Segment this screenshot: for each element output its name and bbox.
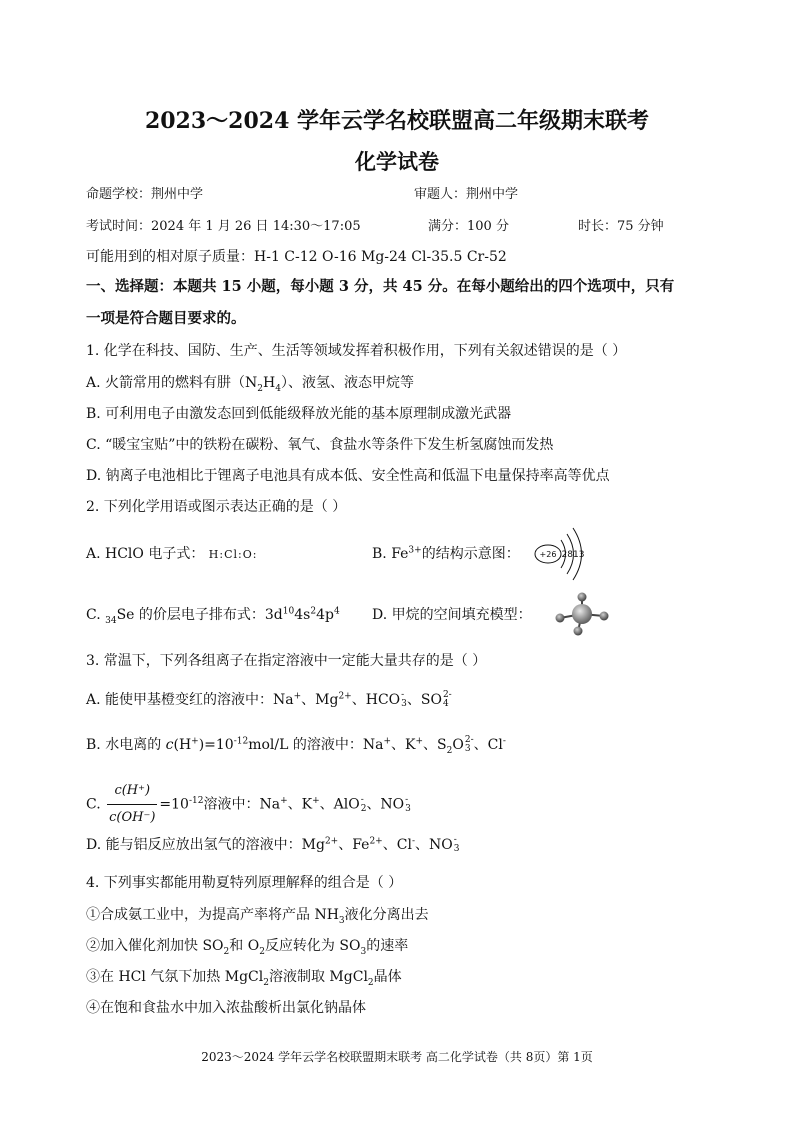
hydrogen-atom [600,612,609,621]
q2-option-b: B. $Fe^{3+}$的结构示意图： [372,545,520,562]
school-info: 命题学校：荆州中学 [86,187,204,202]
q2-option-d: D. 甲烷的空间填充模型： [372,607,532,623]
q3-stem: 3. 常温下，下列各组离子在指定溶液中一定能大量共存的是（ ） [86,653,487,669]
page-footer: 2023～2024 学年云学名校联盟期末联考 高二化学试卷（共 8页）第 1页 [201,1050,593,1064]
carbon-atom [572,604,592,624]
section-heading-line2: 一项是符合题目要求的。 [86,310,246,327]
q2-stem: 2. 下列化学用语或图示表达正确的是（ ） [86,499,347,515]
q2-option-a: A. HClO 电子式： H:Cl:O: [86,546,258,562]
q2-option-c: C. $_{34}$Se 的价层电子排布式：$3d^{10}4s^24p^4$ [86,606,340,626]
exam-subtitle: 化学试卷 [355,149,439,174]
q3-option-a: A. 能使甲基橙变红的溶液中：Na+、$Mg^{2+}$、HCO - 3 、SO 2- 4 [86,690,452,709]
q3-option-c: C. $\frac{c(H^+)}{c(OH^-)}$ $=10^{-12}$溶液中：Na+、K+、AlO - 2 、NO - 3 [86,778,411,831]
full-score: 满分：100 分 [428,219,509,234]
hydrogen-atom [556,614,565,623]
shell-electron-counts: 2813 [561,550,585,560]
hydrogen-hydroxide-ratio: $\frac{c(H^+)}{c(OH^-)}$ [107,778,157,831]
section-heading-line1: 一、选择题：本题共 15 小题，每小题 3 分，共 45 分。在每小题给出的四个选项中，只有 [86,278,675,295]
q1-option-c: C. “暖宝宝贴”中的铁粉在碳粉、氧气、食盐水等条件下发生析氢腐蚀而发热 [86,437,554,453]
q4-item-1: ①合成氨工业中，为提高产率将产品 $NH_3$液化分离出去 [86,907,429,926]
exam-duration: 时长：75 分钟 [578,219,664,234]
q3-option-b: B. 水电离的 $c(H^+)=10^{-12}mol/L$ 的溶液中：Na+、K+、$S_2O$ 2- 3 、Cl- [86,735,506,756]
hydrogen-atom [574,627,583,636]
nucleus-charge: +26 [539,550,557,559]
hydrogen-atom [578,593,587,602]
q1-option-b: B. 可利用电子由激发态回到低能级释放光能的基本原理制成激光武器 [86,406,512,422]
fe3-structure-diagram [528,526,588,582]
exam-time: 考试时间：2024 年 1 月 26 日 14:30～17:05 [86,219,361,234]
q4-stem: 4. 下列事实都能用勒夏特列原理解释的组合是（ ） [86,875,403,891]
q1-option-a: A. 火箭常用的燃料有肼$(N_2H_4)$、液氢、液态甲烷等 [86,375,414,394]
q4-item-3: ③在 HCl 气氛下加热 MgCl$_2$溶液制取 MgCl$_2$晶体 [86,969,402,988]
q1-stem: 1. 化学在科技、国防、生产、生活等领域发挥着积极作用，下列有关叙述错误的是（ ） [86,343,627,359]
q4-item-4: ④在饱和食盐水中加入浓盐酸析出氯化钠晶体 [86,1000,366,1016]
atomic-masses: 可能用到的相对原子质量：H-1 C-12 O-16 Mg-24 Cl-35.5 Cr-52 [86,249,507,265]
q3-option-d: D. 能与铝反应放出氢气的溶液中：$Mg^{2+}$、$Fe^{2+}$、Cl-、NO - 3 [86,835,460,854]
q4-item-2: ②加入催化剂加快 $SO_2$和 $O_2$反应转化为 $SO_3$的速率 [86,938,409,957]
q1-option-d: D. 钠离子电池相比于锂离子电池具有成本低、安全性高和低温下电量保持率高等优点 [86,468,610,484]
reviewer-info: 审题人：荆州中学 [414,187,519,202]
exam-title: 2023～2024 学年云学名校联盟高二年级期末联考 [144,108,650,134]
methane-space-filling-model [552,592,612,636]
hclo-electron-formula: H:Cl:O: [208,548,258,561]
